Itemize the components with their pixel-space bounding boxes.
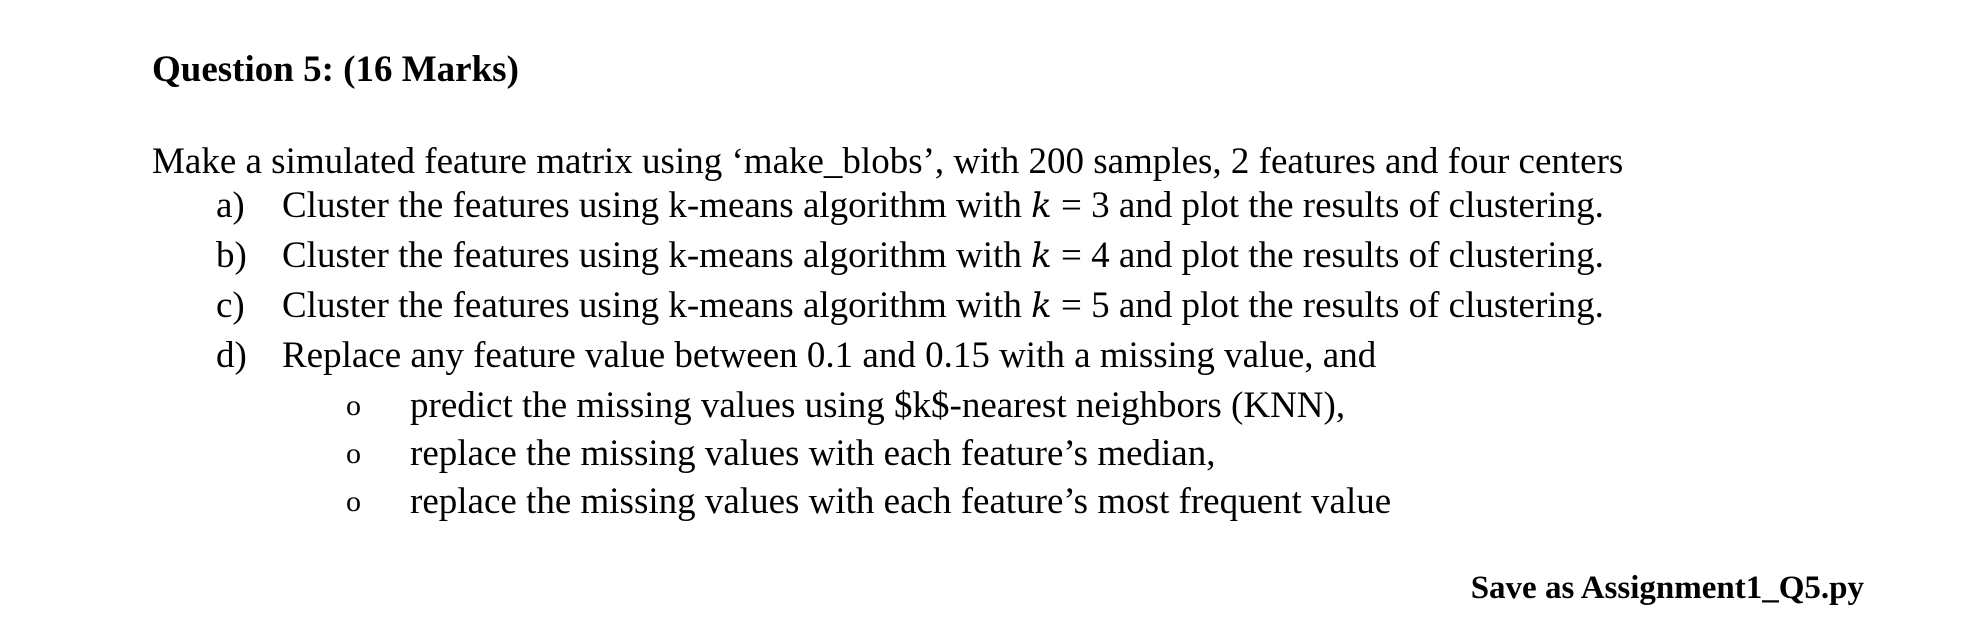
math-variable-k: k xyxy=(1031,236,1052,276)
task-text-before: Cluster the features using k-means algorithm with xyxy=(282,185,1032,226)
task-marker: c) xyxy=(216,285,245,326)
question-heading: Question 5: (16 Marks) xyxy=(152,49,519,90)
subtask-text: replace the missing values with each feature’s median, xyxy=(410,433,1216,474)
bullet-icon: o xyxy=(346,389,361,422)
bullet-icon: o xyxy=(346,485,361,518)
save-instruction: Save as Assignment1_Q5.py xyxy=(1470,570,1864,606)
subtask-list xyxy=(0,384,1984,528)
task-text xyxy=(282,234,1604,278)
task-text xyxy=(282,284,1604,328)
task-marker: d) xyxy=(216,335,247,376)
task-item-d xyxy=(0,334,1984,384)
math-variable-k: k xyxy=(1031,186,1052,226)
subtask-item-knn xyxy=(0,384,1984,432)
bullet-icon: o xyxy=(346,437,361,470)
math-variable-k: k xyxy=(1031,286,1052,326)
task-marker: b) xyxy=(216,235,247,276)
task-text-after: = 5 and plot the results of clustering. xyxy=(1051,285,1604,326)
task-text-after: = 3 and plot the results of clustering. xyxy=(1051,185,1604,226)
task-item-a xyxy=(0,184,1984,234)
task-item-b xyxy=(0,234,1984,284)
task-item-c xyxy=(0,284,1984,334)
subtask-text: replace the missing values with each feature’s most frequent value xyxy=(410,481,1392,522)
task-marker: a) xyxy=(216,185,245,226)
task-text-before: Cluster the features using k-means algorithm with xyxy=(282,235,1032,276)
subtask-item-most-frequent xyxy=(0,480,1984,528)
task-text-after: = 4 and plot the results of clustering. xyxy=(1051,235,1604,276)
task-text: Replace any feature value between 0.1 and 0.15 with a missing value, and xyxy=(282,335,1377,376)
subtask-item-median xyxy=(0,432,1984,480)
task-list xyxy=(0,184,1984,384)
task-text-before: Cluster the features using k-means algorithm with xyxy=(282,285,1032,326)
subtask-text: predict the missing values using $k$-nearest neighbors (KNN), xyxy=(410,385,1346,426)
task-text xyxy=(282,184,1604,228)
question-intro: Make a simulated feature matrix using ‘make_blobs’, with 200 samples, 2 features and four centers xyxy=(152,141,1624,182)
